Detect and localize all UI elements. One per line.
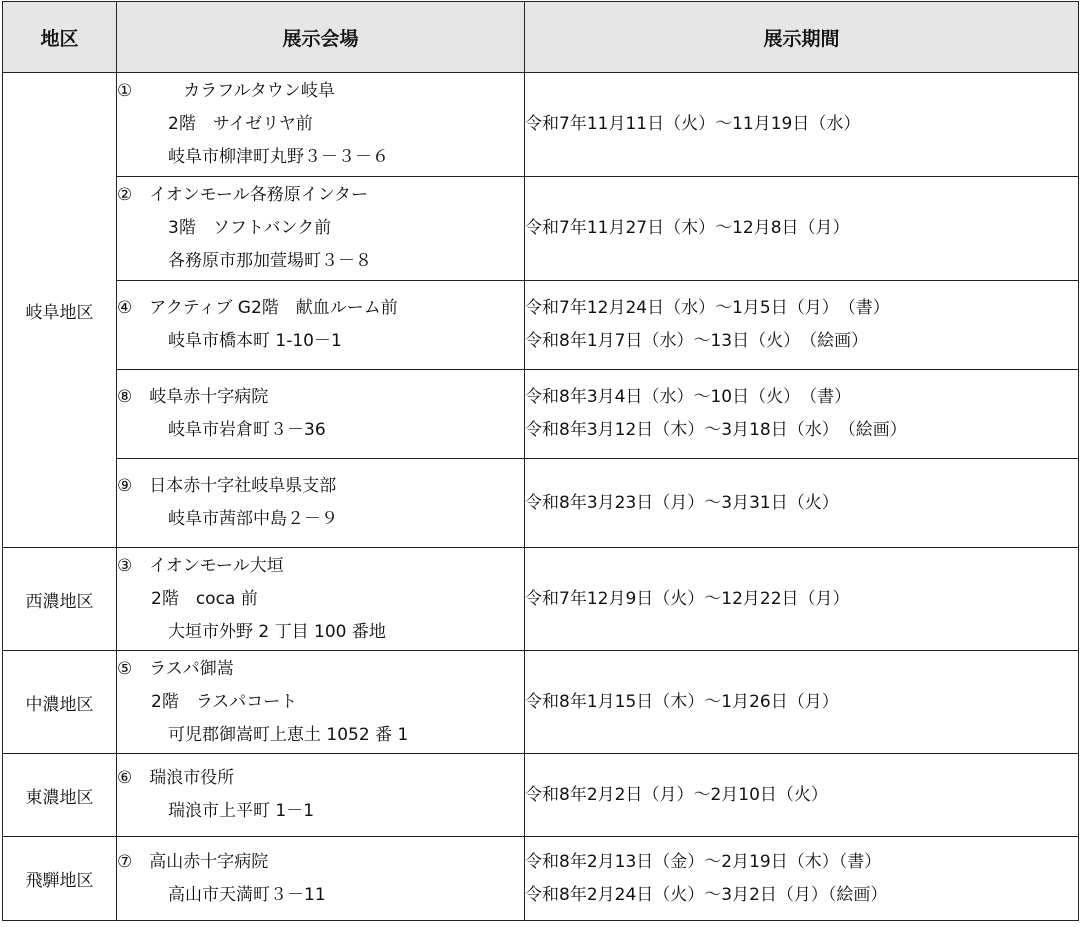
header-row — [3, 2, 1079, 73]
period-line: 令和7年11月27日（木）～12月8日（月） — [525, 218, 850, 238]
table-row — [3, 651, 1079, 754]
period-cell — [525, 73, 1079, 177]
period-line: 令和8年3月12日（木）～3月18日（水） （絵画） — [525, 420, 907, 440]
venue-line: ⑥ 瑞浪市役所 — [117, 768, 235, 788]
period-cell — [525, 177, 1079, 281]
period-cell — [525, 754, 1079, 837]
period-line: 令和8年2月13日（金）～2月19日（木）（書） — [525, 851, 882, 872]
exhibition-schedule-table — [2, 1, 1079, 921]
header-period: 展示期間 — [525, 2, 1079, 73]
venue-line: 2階 ラスパコート — [117, 691, 298, 712]
venue-line: 2階 coca 前 — [117, 588, 258, 609]
venue-line: ① カラフルタウン岐阜 — [117, 81, 335, 101]
venue-line: 岐阜市橋本町 1-10－1 — [117, 331, 342, 351]
venue-line: 可児郡御嵩町上恵土 1052 番 1 — [117, 724, 409, 745]
period-line: 令和7年12月9日（火）～12月22日（月） — [525, 588, 850, 609]
period-line: 令和8年1月7日（水）～13日（火） （絵画） — [525, 331, 869, 351]
table-row — [3, 837, 1079, 921]
table-row — [3, 754, 1079, 837]
venue-cell — [117, 754, 525, 837]
venue-line: ⑦ 高山赤十字病院 — [117, 851, 269, 872]
venue-line: ② イオンモール各務原インター — [117, 185, 369, 205]
venue-line: 各務原市那加萱場町３－８ — [117, 251, 372, 271]
venue-line: ③ イオンモール大垣 — [117, 555, 284, 576]
table-row — [3, 370, 1079, 459]
header-region: 地区 — [3, 2, 117, 73]
period-cell — [525, 370, 1079, 459]
period-line: 令和8年3月23日（月）～3月31日（火） — [525, 492, 839, 513]
venue-cell — [117, 370, 525, 459]
period-cell — [525, 459, 1079, 548]
period-line: 令和7年11月11日（火）～11月19日（水） — [525, 114, 861, 134]
venue-line: ④ アクティブ G2階 献血ルーム前 — [117, 298, 398, 318]
venue-line: 2階 サイゼリヤ前 — [117, 114, 313, 134]
venue-line: ⑤ ラスパ御嵩 — [117, 658, 234, 679]
region-seino: 西濃地区 — [3, 548, 117, 651]
header-venue: 展示会場 — [117, 2, 525, 73]
period-line: 令和7年12月24日（水）～1月5日（月） （書） — [525, 298, 890, 318]
table-row — [3, 73, 1079, 177]
venue-cell — [117, 651, 525, 754]
venue-line: 3階 ソフトバンク前 — [117, 218, 332, 238]
region-gifu: 岐阜地区 — [3, 73, 117, 548]
period-cell — [525, 548, 1079, 651]
region-hida: 飛騨地区 — [3, 837, 117, 921]
venue-cell — [117, 459, 525, 548]
venue-line: 岐阜市茜部中島２－９ — [117, 509, 338, 529]
period-line: 令和8年2月2日（月）～2月10日（火） — [525, 784, 828, 805]
venue-cell — [117, 177, 525, 281]
venue-line: ⑨ 日本赤十字社岐阜県支部 — [117, 476, 337, 496]
period-line: 令和8年3月4日（水）～10日（火） （書） — [525, 387, 852, 407]
period-line: 令和8年1月15日（木）～1月26日（月） — [525, 691, 839, 712]
venue-line: 大垣市外野 2 丁目 100 番地 — [117, 621, 386, 642]
region-tono: 東濃地区 — [3, 754, 117, 837]
venue-cell — [117, 548, 525, 651]
period-cell — [525, 837, 1079, 921]
venue-cell — [117, 837, 525, 921]
venue-line: 岐阜市岩倉町３－36 — [117, 420, 326, 440]
venue-line: 岐阜市柳津町丸野３－３－６ — [117, 147, 389, 167]
table-row — [3, 459, 1079, 548]
venue-line: ⑧ 岐阜赤十字病院 — [117, 387, 269, 407]
table-row — [3, 548, 1079, 651]
period-cell — [525, 281, 1079, 370]
period-cell — [525, 651, 1079, 754]
venue-cell — [117, 281, 525, 370]
region-chuno: 中濃地区 — [3, 651, 117, 754]
venue-cell — [117, 73, 525, 177]
table-row — [3, 177, 1079, 281]
period-line: 令和8年2月24日（火）～3月2日（月）（絵画） — [525, 884, 888, 905]
venue-line: 高山市天満町３－11 — [117, 884, 326, 905]
table-row — [3, 281, 1079, 370]
venue-line: 瑞浪市上平町 1－1 — [117, 801, 315, 821]
